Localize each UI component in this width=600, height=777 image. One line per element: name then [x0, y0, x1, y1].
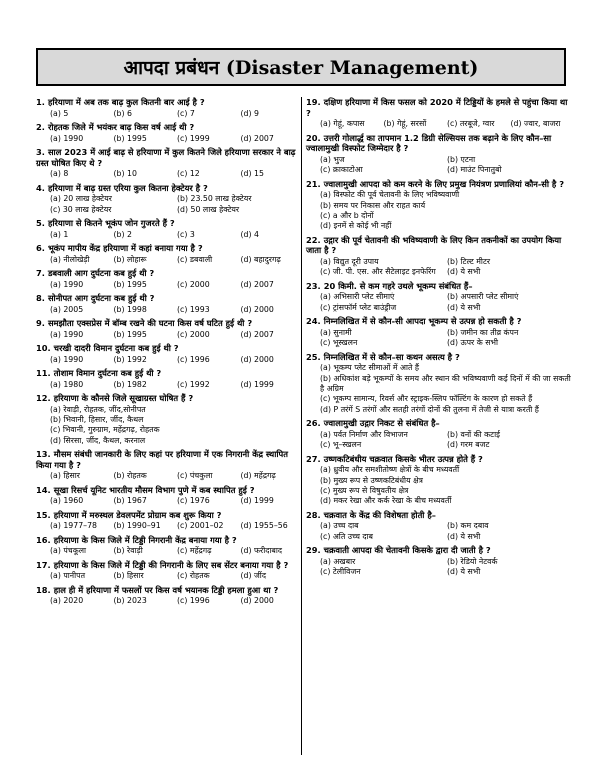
question	[36, 122, 304, 144]
question-text	[36, 343, 304, 354]
option: (b) 1967	[113, 496, 147, 506]
option: (c) पंचकुला	[177, 471, 213, 481]
option: (c) भू–स्खलन	[320, 440, 362, 450]
question-number: 22.	[306, 234, 321, 245]
question-text	[36, 393, 304, 404]
option: (c) टेलीविजन	[320, 567, 361, 577]
question	[306, 510, 574, 542]
title-box	[36, 48, 566, 86]
option: (a) भूकम्प प्लेट सीमाओं में आते हैं	[320, 363, 420, 373]
question-number: 6.	[36, 243, 45, 253]
question-number: 21.	[306, 178, 321, 189]
option: (d) 1999	[240, 496, 274, 506]
option: (d) 2000	[240, 304, 274, 314]
question-number: 16.	[36, 534, 51, 545]
question	[306, 281, 574, 313]
option: (b) 1995	[113, 329, 147, 339]
option: (c) 1992	[177, 379, 210, 389]
question-label: सोनीपत आग दुर्घटना कब हुई थी ?	[47, 293, 155, 303]
option: (c) महेंद्रगढ़	[177, 546, 212, 556]
option: (a) 1990	[50, 133, 84, 143]
question-label: साल 2023 में आई बाढ़ से हरियाणा में कुल कितने जिले हरियाणा सरकार ने बाढ़ ग्रस्त घोषित किए थे ?	[36, 147, 296, 168]
option: (a) गेहूं, कपास	[320, 119, 365, 129]
question-text	[306, 97, 574, 118]
option: (c) 1996	[177, 354, 210, 364]
option: (a) 1980	[50, 379, 84, 389]
question	[36, 449, 304, 482]
option-list	[320, 292, 574, 313]
option: (d) ये सभी	[447, 302, 481, 312]
option: (c) भिवानी, गुरुग्राम, महेंद्रगढ़, रोहतक	[50, 425, 160, 435]
question-number: 20.	[306, 132, 321, 143]
option-list	[320, 557, 574, 578]
question-text	[36, 368, 304, 379]
question-label: उत्तरी गोलार्द्ध का तापमान 1.2 डिग्री सेल्सियस तक बढ़ाने के लिए कौन–सा ज्वालामुखी विस्फोट जिम्मेदार है ?	[306, 132, 552, 154]
question-number: 18.	[36, 584, 51, 595]
option: (a) हिसार	[50, 471, 80, 481]
option: (c) अति उच्च दाब	[320, 531, 374, 541]
option: (c) 2000	[177, 279, 210, 289]
option: (d) 4	[240, 229, 259, 239]
option: (d) ऊपर के सभी	[447, 338, 498, 348]
option: (d) 2000	[240, 354, 274, 364]
question-label: भूकंप मापीय केंद्र हरियाणा में कहां बनाया गया है ?	[47, 243, 203, 253]
left-column	[36, 97, 304, 610]
question-text	[306, 454, 574, 465]
question-number: 25.	[306, 351, 321, 362]
option: (a) पानीपत	[50, 571, 86, 581]
question-label: सूखा रिसर्च यूनिट भारतीय मौसम विभाग पुणे में कब स्थापित हुई ?	[53, 484, 255, 495]
option: (a) ध्रुवीय और समशीतोष्ण क्षेत्रों के बीच मध्यवर्ती	[320, 465, 460, 475]
option: (d) 2007	[240, 133, 274, 143]
question-text	[36, 97, 304, 108]
question	[36, 218, 304, 240]
question-text	[36, 268, 304, 279]
question-text	[306, 281, 574, 292]
option: (a) 8	[50, 169, 69, 179]
option: (d) मकर रेखा और कर्क रेखा के बीच मध्यवर्ती	[320, 496, 452, 506]
question	[36, 268, 304, 290]
option: (c) 30 लाख हेक्टेयर	[50, 204, 112, 214]
question	[36, 183, 304, 215]
option: (b) भिवानी, हिसार, जींद, कैथल	[50, 415, 144, 424]
option-list	[50, 230, 304, 240]
option-list	[50, 496, 304, 506]
question	[36, 147, 304, 180]
question-text	[306, 510, 574, 521]
question	[36, 535, 304, 557]
question-number: 23.	[306, 280, 321, 291]
question	[36, 485, 304, 507]
option: (d) महेंद्रगढ़	[240, 471, 276, 481]
question-label: हरियाणा में बाढ़ ग्रस्त एरिया कुल कितना हेक्टेयर है ?	[47, 182, 208, 193]
question	[306, 418, 574, 450]
option: (a) 1990	[50, 279, 84, 289]
option: (a) विद्युत दूरी उपाय	[320, 257, 379, 266]
question-text	[306, 235, 574, 256]
question	[306, 235, 574, 278]
option: (c) 1976	[177, 496, 210, 506]
option: (a) रेवाड़ी, रोहतक, जींद,सोनीपत	[50, 404, 146, 414]
option: (b) अपसारी प्लेट सीमाएं	[447, 292, 519, 302]
option: (c) 1999	[177, 133, 210, 143]
question	[36, 585, 304, 607]
option: (d) 2000	[240, 596, 274, 606]
question-number: 13.	[36, 449, 51, 460]
option: (d) ये सभी	[447, 531, 481, 541]
question	[36, 97, 304, 119]
option: (b) 1998	[113, 304, 147, 314]
question-label: निम्नलिखित में से कौन–सा कथन असत्य है ?	[323, 351, 460, 362]
question	[36, 243, 304, 265]
option: (a) पंचकूला	[50, 546, 87, 556]
option: (d) ये सभी	[447, 567, 481, 577]
option: (b) लोहारू	[113, 254, 147, 264]
option: (d) माउंट पिनातुबो	[447, 165, 502, 175]
question-label: तोशाम विमान दुर्घटना कब हुई थी ?	[53, 368, 162, 378]
option: (a) 1960	[50, 496, 84, 506]
question-number: 24.	[306, 316, 321, 327]
option: (b) मुख्य रूप से उष्णकटिबंधीय क्षेत्र	[320, 475, 423, 485]
option: (a) नीलोखेड़ी	[50, 254, 90, 264]
option-list	[50, 355, 304, 365]
option: (c) ट्रांसफॉर्म प्लेट बाउंड्रीज	[320, 302, 397, 312]
option: (c) 2001–02	[177, 521, 224, 531]
question-label: मौसम संबंधी जानकारी के लिए कहां पर हरियाणा में एक निगरानी केंद्र स्थापित किया गया है ?	[36, 449, 288, 470]
question-label: उद्गार की पूर्व चेतावनी की भविष्यवाणी के लिए किन तकनीकों का उपयोग किया जाता है ?	[306, 234, 562, 256]
question-text	[306, 133, 574, 154]
question-label: चक्रवाती आपदा की चेतावनी किसके द्वारा दी जाती है ?	[323, 545, 491, 556]
option: (b) 23.50 लाख हेक्टेयर	[177, 194, 252, 204]
question-number: 19.	[306, 97, 321, 107]
question	[306, 316, 574, 348]
question-number: 10.	[36, 343, 51, 353]
option: (c) 2000	[177, 329, 210, 339]
question	[36, 318, 304, 340]
option: (d) 1999	[240, 379, 274, 389]
option: (a) भुज	[320, 154, 345, 164]
question-text	[36, 560, 304, 571]
option: (c) मुख्य रूप से विषुवतीय क्षेत्र	[320, 486, 409, 496]
column-divider	[301, 97, 302, 755]
question	[36, 343, 304, 365]
option: (d) 15	[240, 169, 264, 179]
option: (d) गरम बजट	[447, 440, 490, 450]
question-label: ज्वालामुखी आपदा को कम करने के लिए प्रमुख नियंत्रण प्रणालियां कौन-सी है ?	[323, 178, 565, 189]
option: (b) समय पर निकास और राहत कार्य	[320, 200, 426, 210]
option: (c) 1996	[177, 596, 210, 606]
option: (c) भूस्खलन	[320, 338, 358, 348]
option: (b) गेहूं, सरसों	[383, 119, 427, 129]
option: (d) ज्वार, बाजरा	[510, 119, 561, 129]
option: (b) 10	[113, 169, 137, 179]
option: (a) 1977–78	[50, 521, 98, 531]
question-text	[306, 352, 574, 363]
option: (b) जमीन का तीव्र कंपन	[447, 327, 519, 337]
option-list	[320, 155, 574, 176]
option: (a) 1	[50, 229, 69, 239]
option: (a) 2005	[50, 304, 84, 314]
option-list	[50, 255, 304, 265]
question-text	[36, 485, 304, 496]
option-list	[320, 257, 574, 278]
option: (d) P तरंगें S तरंगों और सतही तरंगों दोनों की तुलना में तेजी से यात्रा करती हैं	[320, 404, 539, 414]
option-list	[50, 380, 304, 390]
question-label: चक्रवात के केंद्र की विशेषता होती है–	[323, 509, 436, 520]
question-number: 2.	[36, 122, 45, 132]
option: (a) उच्च दाब	[320, 521, 359, 531]
question	[306, 454, 574, 507]
question-number: 4.	[36, 182, 45, 193]
question-number: 8.	[36, 293, 45, 303]
option: (b) 1992	[113, 354, 147, 364]
option: (c) क्राकाटोआ	[320, 165, 363, 175]
question-label: हरियाणा में अब तक बाढ़ कुल कितनी बार आई है ?	[47, 97, 205, 107]
option-list	[320, 328, 574, 349]
right-column	[306, 97, 574, 581]
question-number: 1.	[36, 97, 45, 107]
question-text	[36, 122, 304, 133]
option-list	[320, 465, 574, 507]
option: (b) रेवाड़ी	[113, 546, 143, 556]
option: (d) सिरसा, जींद, कैथल, करनाल	[50, 435, 146, 445]
option: (a) 20 लाख हेक्टेयर	[50, 194, 112, 204]
question-text	[36, 147, 304, 168]
option: (d) बहादुरगढ़	[240, 254, 281, 264]
option: (c) 7	[177, 108, 195, 118]
option: (b) 1982	[113, 379, 147, 389]
question	[306, 352, 574, 416]
option: (a) पर्वत निर्माण और विभाजन	[320, 429, 408, 439]
option: (c) तरबूजे, ग्वार	[447, 119, 495, 129]
question-text	[36, 218, 304, 229]
question	[36, 368, 304, 390]
option: (b) रेडियो नेटवर्क	[447, 556, 498, 566]
option: (d) 50 लाख हेक्टेयर	[177, 204, 240, 214]
option: (c) 3	[177, 229, 195, 239]
option: (d) इनमें से कोई भी नहीं	[320, 221, 392, 231]
option-list	[50, 596, 304, 606]
question-number: 11.	[36, 368, 51, 378]
question-label: डबवाली आग दुर्घटना कब हुई थी ?	[47, 268, 155, 278]
question-label: निम्नलिखित में से कौन-सी आपदा भूकम्प से उत्पन्न हो सकती है ?	[323, 316, 522, 327]
option: (a) अखबार	[320, 556, 356, 566]
question-text	[36, 535, 304, 546]
option: (b) 1990–91	[113, 521, 161, 531]
question-label: ज्वालामुखी उद्गार निकट से संबंधित है–	[323, 418, 440, 429]
option: (d) 2007	[240, 279, 274, 289]
question	[306, 133, 574, 176]
option: (b) 6	[113, 108, 132, 118]
question-number: 28.	[306, 509, 321, 520]
question	[36, 293, 304, 315]
option: (a) 5	[50, 108, 69, 118]
option: (b) कम दबाव	[447, 521, 489, 531]
question-text	[36, 318, 304, 329]
option-list	[50, 571, 304, 581]
question	[306, 97, 574, 130]
option-list	[50, 109, 304, 119]
option: (d) ये सभी	[447, 267, 481, 277]
option: (a) अभिसारी प्लेट सीमाएं	[320, 292, 395, 302]
option: (d) जींद	[240, 571, 266, 581]
question-label: हरियाणा के कौनसे जिले सूखाग्रस्त घोषित हैं ?	[53, 393, 194, 403]
question-number: 17.	[36, 559, 51, 570]
question-number: 29.	[306, 545, 321, 556]
option: (c) 1993	[177, 304, 210, 314]
option: (a) 2020	[50, 596, 84, 606]
question	[36, 510, 304, 532]
question-number: 7.	[36, 268, 45, 278]
option: (c) डबवाली	[177, 254, 213, 264]
question-text	[36, 183, 304, 194]
option: (a) 1990	[50, 329, 84, 339]
question-label: रोहतक जिले में भयंकर बाढ़ किस वर्ष आई थी ?	[47, 122, 195, 132]
option: (b) हिसार	[113, 571, 144, 581]
question-number: 14.	[36, 484, 51, 495]
option: (c) भूकम्प सामान्य, रिवर्स और स्ट्राइक-स्लिप फॉल्टिंग के कारण हो सकते हैं	[320, 394, 533, 404]
question-text	[36, 585, 304, 596]
option: (b) 2	[113, 229, 132, 239]
option: (b) वनों की कटाई	[447, 429, 500, 439]
option: (d) 2007	[240, 329, 274, 339]
option-list	[50, 134, 304, 144]
question-label: हरियाणा के किस जिले में टिड्डी की निगरानी के लिए सब सेंटर बनाया गया है ?	[53, 559, 289, 570]
option-list	[50, 305, 304, 315]
question-text	[36, 243, 304, 254]
option-list	[50, 169, 304, 179]
question-number: 3.	[36, 147, 45, 157]
question-label: उष्णकटिबंधीय चक्रवात किसके भीतर उत्पन्न होते हैं ?	[323, 453, 483, 464]
option-list	[320, 190, 574, 232]
option: (c) जी. पी. एस. और सैटेलाइट इनफेरिंग	[320, 267, 436, 277]
option-list	[50, 280, 304, 290]
option: (b) टिल्ट मीटर	[447, 257, 491, 266]
question-text	[36, 293, 304, 304]
option: (d) 9	[240, 108, 259, 118]
question-text	[306, 316, 574, 327]
question-label: 20 किमी. से कम गहरे उथले भूकम्प संबंधित हैं–	[323, 280, 473, 291]
option: (b) 1995	[113, 133, 147, 143]
option: (b) एटना	[447, 154, 476, 164]
option-list	[320, 119, 574, 129]
question-label: समझौता एक्सप्रेस में बॉम्ब रखने की घटना किस वर्ष घटित हुई थी ?	[47, 318, 253, 328]
question	[306, 179, 574, 232]
question-text	[36, 510, 304, 521]
option: (a) विस्फोट की पूर्व चेतावनी के लिए भविष्यवाणी	[320, 190, 460, 200]
option-list	[50, 405, 304, 447]
question-label: दक्षिण हरियाणा में किस फसल को 2020 में टिड्डियों के हमले से पहुंचा किया था ?	[306, 97, 568, 118]
option: (b) रोहतक	[113, 471, 147, 481]
question-number: 5.	[36, 218, 45, 228]
option: (a) सुनामी	[320, 327, 352, 337]
page-title: आपदा प्रबंधन (Disaster Management)	[123, 57, 479, 79]
option: (c) 12	[177, 169, 200, 179]
option: (d) फरीदाबाद	[240, 546, 283, 556]
question	[306, 545, 574, 577]
option-list	[320, 430, 574, 451]
question-number: 9.	[36, 318, 45, 328]
option: (b) 1995	[113, 279, 147, 289]
question-number: 26.	[306, 418, 321, 429]
option: (a) 1990	[50, 354, 84, 364]
question-label: चरखी दादरी विमान दुर्घटना कब हुई थी ?	[53, 343, 179, 353]
question-label: हाल ही में हरियाणा में फसलों पर किस वर्ष भयानक टिड्डी हमला हुआ था ?	[53, 584, 279, 595]
option: (c) रोहतक	[177, 571, 210, 581]
option: (d) 1955–56	[240, 521, 288, 531]
option-list	[320, 363, 574, 415]
question-number: 12.	[36, 393, 51, 403]
option-list	[50, 521, 304, 531]
question-text	[306, 545, 574, 556]
option-list	[50, 471, 304, 481]
option: (b) अधिकांश बड़े भूकम्पों के समय और स्थान की भविष्यवाणी कई दिनों में की जा सकती है अग्रिम	[320, 373, 571, 394]
question-number: 15.	[36, 509, 51, 520]
question-label: हरियाणा के किस जिले में टिड्डी निगरानी केंद्र बनाया गया है ?	[53, 534, 237, 545]
question-label: हरियाणा से कितने भूकंप जोन गुजरते हैं ?	[47, 218, 175, 228]
option: (b) 2023	[113, 596, 147, 606]
option-list	[50, 330, 304, 340]
question-text	[306, 179, 574, 190]
option-list	[320, 521, 574, 542]
question	[36, 560, 304, 582]
question-text	[36, 449, 304, 470]
question-number: 27.	[306, 453, 321, 464]
question-label: हरियाणा में मरुस्थल डेवलपमेंट प्रोग्राम कब शुरू किया ?	[53, 509, 222, 520]
option-list	[50, 194, 304, 215]
option-list	[50, 546, 304, 556]
option: (c) a और b दोनों	[320, 211, 374, 220]
question	[36, 393, 304, 446]
question-text	[306, 418, 574, 429]
